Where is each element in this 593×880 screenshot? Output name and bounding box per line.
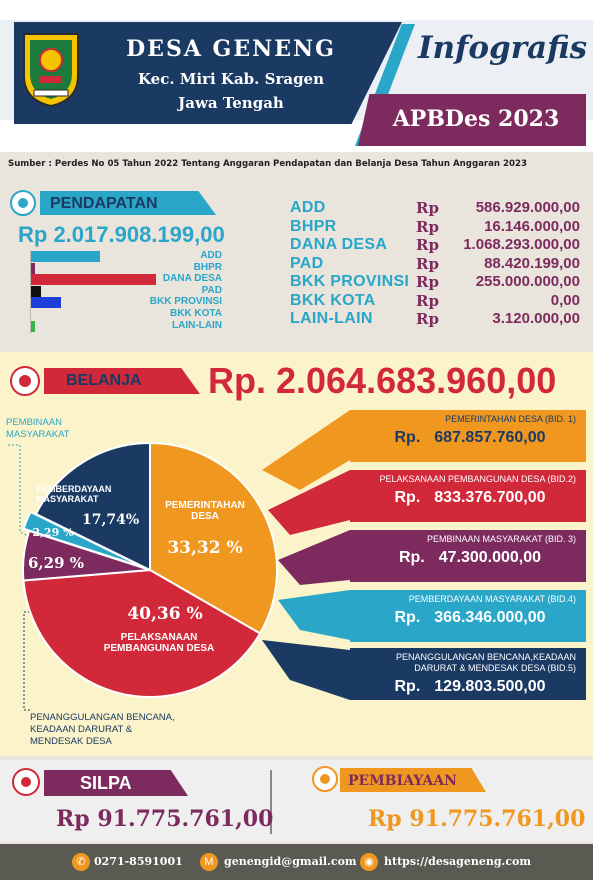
source-note: Sumber : Perdes No 05 Tahun 2022 Tentang Anggaran Pendapatan dan Belanja Desa Tahun Anggaran 2023 bbox=[8, 159, 527, 169]
income-name: BKK KOTA bbox=[290, 291, 376, 309]
regency-crest-icon bbox=[20, 30, 82, 108]
globe-icon: ◉ bbox=[360, 853, 378, 871]
income-value: 255.000.000,00 bbox=[475, 273, 580, 290]
pendapatan-label: PENDAPATAN bbox=[50, 195, 158, 212]
belanja-category-card bbox=[350, 530, 586, 582]
apbdes-title: APBDes 2023 bbox=[392, 106, 560, 132]
silpa-bullet-dot bbox=[21, 777, 31, 787]
mail-icon: M bbox=[200, 853, 218, 871]
belanja-category-currency: Rp. bbox=[394, 429, 421, 446]
income-currency: Rp bbox=[416, 291, 439, 310]
pie-pct-pemberdayaan: 17,74% bbox=[82, 512, 140, 528]
belanja-label: BELANJA bbox=[66, 372, 142, 389]
pie-pct-pemerintahan: 33,32 % bbox=[167, 538, 243, 558]
income-value: 1.068.293.000,00 bbox=[463, 236, 580, 253]
income-bar-label: PAD bbox=[201, 284, 222, 296]
income-name: DANA DESA bbox=[290, 236, 388, 253]
income-value: 0,00 bbox=[550, 291, 580, 309]
belanja-category-value: 129.803.500,00 bbox=[434, 678, 546, 695]
pie-pct-penanggulangan: 6,29 % bbox=[27, 554, 84, 572]
income-name: ADD bbox=[290, 199, 326, 216]
callout-penanggulangan: PENANGGULANGAN BENCANA, KEADAAN DARURAT & MENDESAK DESA bbox=[30, 712, 175, 747]
village-name: DESA GENENG bbox=[126, 36, 336, 62]
pendapatan-total: Rp 2.017.908.199,00 bbox=[18, 222, 225, 247]
callout-pembinaan: PEMBINAAN MASYARAKAT bbox=[6, 417, 70, 440]
silpa-value: Rp 91.775.761,00 bbox=[56, 806, 274, 832]
income-value: 16.146.000,00 bbox=[484, 217, 580, 235]
footer-website[interactable]: https://desageneng.com bbox=[384, 855, 532, 868]
income-currency: Rp bbox=[416, 199, 439, 217]
income-bar-label: DANA DESA bbox=[162, 273, 222, 285]
footer-email[interactable]: genengid@gmail.com bbox=[224, 855, 357, 868]
pie-label-pemberdayaan: PEMBERDAYAAN MASYARAKAT bbox=[36, 484, 112, 504]
pembiayaan-value: Rp 91.775.761,00 bbox=[368, 806, 586, 832]
belanja-category-card bbox=[350, 590, 586, 642]
pembiayaan-bullet-dot bbox=[320, 774, 330, 784]
income-name: BKK PROVINSI bbox=[290, 273, 410, 290]
income-name: LAIN-LAIN bbox=[290, 310, 373, 327]
income-bar-label: BKK PROVINSI bbox=[149, 296, 222, 308]
income-currency: Rp bbox=[416, 236, 439, 254]
income-currency: Rp bbox=[416, 217, 439, 236]
income-currency: Rp bbox=[416, 254, 439, 273]
pembiayaan-label: PEMBIAYAAN bbox=[348, 773, 457, 789]
income-currency: Rp bbox=[416, 273, 439, 291]
district-line: Kec. Miri Kab. Sragen bbox=[137, 70, 325, 88]
income-value: 3.120.000,00 bbox=[492, 310, 580, 327]
phone-icon: ✆ bbox=[72, 853, 90, 871]
income-bar-label: BHPR bbox=[193, 261, 222, 273]
belanja-category-value: 687.857.760,00 bbox=[434, 429, 546, 446]
income-currency: Rp bbox=[416, 310, 439, 328]
belanja-category-currency: Rp. bbox=[394, 489, 421, 506]
belanja-category-currency: Rp. bbox=[398, 549, 425, 566]
belanja-category-card bbox=[350, 648, 586, 700]
belanja-category-name: PEMBERDAYAAN MASYARAKAT (BID.4) bbox=[408, 594, 576, 604]
income-name: BHPR bbox=[290, 217, 337, 235]
pendapatan-bullet-dot bbox=[18, 198, 28, 208]
belanja-category-name: PELAKSANAAN PEMBANGUNAN DESA (BID.2) bbox=[379, 474, 576, 484]
income-bar-label: LAIN-LAIN bbox=[172, 319, 222, 331]
belanja-category-card bbox=[350, 410, 586, 462]
belanja-category-card bbox=[350, 470, 586, 522]
income-value: 88.420.199,00 bbox=[484, 254, 580, 272]
income-bar-label: BKK KOTA bbox=[169, 308, 222, 319]
income-bar-label: ADD bbox=[200, 250, 222, 261]
silpa-label: SILPA bbox=[80, 773, 132, 793]
pie-pct-pembinaan: 2,29 % bbox=[32, 526, 74, 539]
belanja-category-value: 366.346.000,00 bbox=[434, 609, 546, 626]
belanja-category-name: PEMBINAAN MASYARAKAT (BID. 3) bbox=[426, 534, 576, 544]
province-line: Jawa Tengah bbox=[178, 94, 284, 112]
income-value: 586.929.000,00 bbox=[475, 199, 580, 216]
belanja-category-value: 47.300.000,00 bbox=[438, 549, 542, 566]
belanja-category-currency: Rp. bbox=[394, 678, 421, 695]
pie-label-pemerintahan: PEMERINTAHAN DESA bbox=[165, 500, 245, 522]
infografis-title: Infografis bbox=[418, 30, 588, 66]
pie-label-pelaksanaan: PELAKSANAAN PEMBANGUNAN DESA bbox=[103, 632, 215, 654]
income-name: PAD bbox=[290, 254, 324, 272]
belanja-total: Rp. 2.064.683.960,00 bbox=[208, 360, 557, 401]
pie-pct-pelaksanaan: 40,36 % bbox=[127, 604, 203, 624]
belanja-category-name: PENANGGULANGAN BENCANA,KEADAAN DARURAT & MENDESAK DESA (BID.5) bbox=[395, 652, 576, 673]
footer-phone[interactable]: 0271-8591001 bbox=[94, 855, 183, 868]
belanja-category-currency: Rp. bbox=[394, 609, 421, 626]
belanja-category-value: 833.376.700,00 bbox=[434, 489, 546, 506]
belanja-category-name: PEMERINTAHAN DESA (BID. 1) bbox=[445, 414, 576, 424]
